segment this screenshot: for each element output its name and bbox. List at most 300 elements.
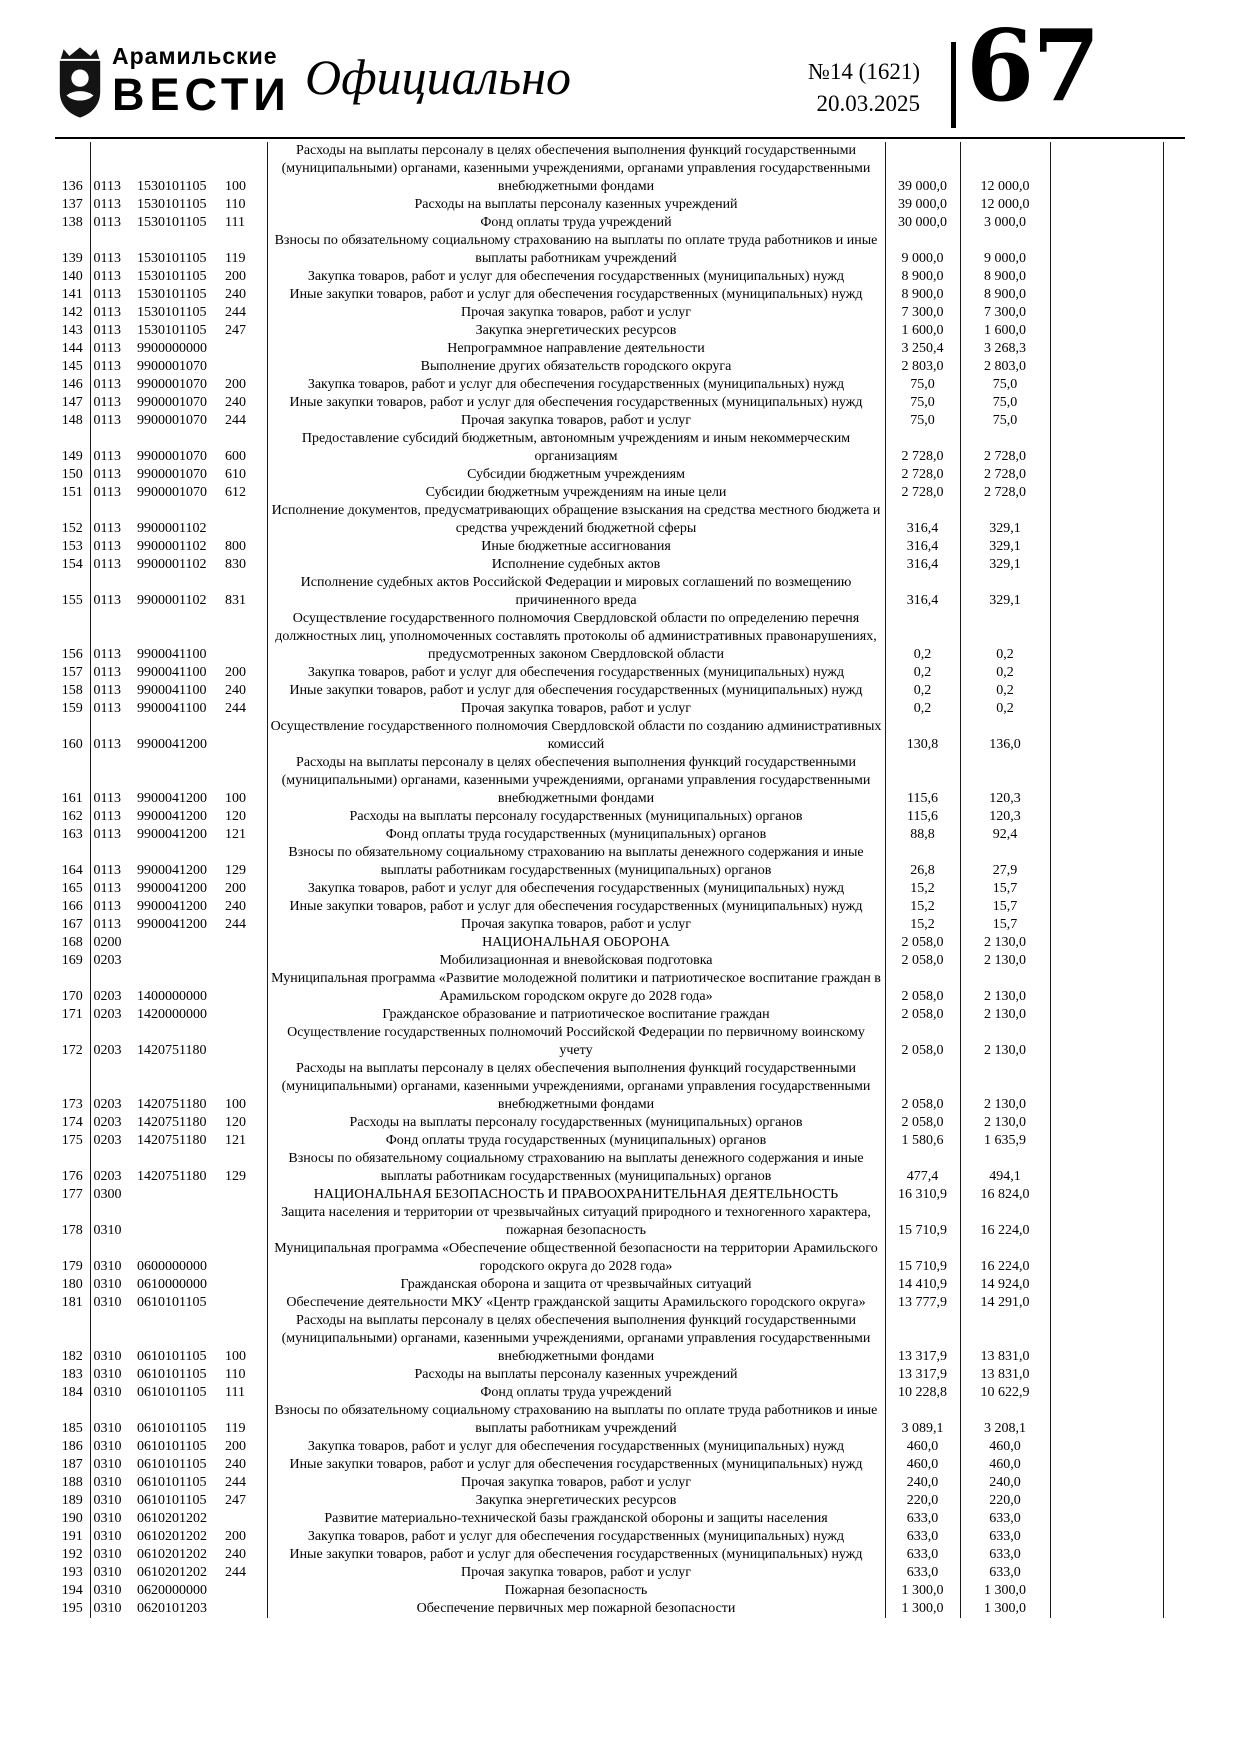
code-target: 9900041200: [137, 827, 207, 842]
code-target: 9900001102: [137, 557, 207, 572]
row-number: 147: [55, 394, 90, 412]
code-expense: 200: [222, 1528, 267, 1546]
row-title: Исполнение документов, предусматривающих обращение взыскания на средства местного бюджета и средства учреждений бюджетной сферы: [267, 502, 885, 538]
code-target: 0610201202: [137, 1529, 207, 1544]
row-number: 187: [55, 1456, 90, 1474]
blank-cell: [1050, 484, 1163, 502]
row-number: 148: [55, 412, 90, 430]
code-target: 9900001070: [137, 395, 207, 410]
table-row: [55, 322, 1163, 340]
table-row: [55, 1204, 1163, 1240]
row-title: Расходы на выплаты персоналу казенных учреждений: [267, 1366, 885, 1384]
amount-col-2: 120,3: [960, 754, 1050, 808]
amount-col-2: 14 291,0: [960, 1294, 1050, 1312]
code-expense: 240: [222, 1546, 267, 1564]
page-number: 67: [966, 9, 1099, 124]
row-title: НАЦИОНАЛЬНАЯ ОБОРОНА: [267, 934, 885, 952]
code-section: 0113: [93, 737, 121, 752]
table-row: [55, 1060, 1163, 1114]
amount-col-2: 12 000,0: [960, 142, 1050, 196]
row-number: 186: [55, 1438, 90, 1456]
table-row: [55, 898, 1163, 916]
amount-col-1: 316,4: [885, 538, 960, 556]
code-expense: [222, 1024, 267, 1060]
blank-cell: [1050, 1150, 1163, 1186]
table-row: [55, 700, 1163, 718]
amount-col-1: 633,0: [885, 1510, 960, 1528]
amount-col-1: 14 410,9: [885, 1276, 960, 1294]
code-expense: [222, 970, 267, 1006]
amount-col-1: 13 317,9: [885, 1312, 960, 1366]
amount-col-2: 2 130,0: [960, 952, 1050, 970]
row-number: 192: [55, 1546, 90, 1564]
row-number: 168: [55, 934, 90, 952]
row-title: Расходы на выплаты персоналу в целях обеспечения выполнения функций государственными (муниципальными) органами, казенными учреждениями, органами управления государственными внебюджетными фондами: [267, 754, 885, 808]
amount-col-1: 220,0: [885, 1492, 960, 1510]
code-section: 0113: [93, 467, 121, 482]
code-target: 9900041200: [137, 737, 207, 752]
code-target: 9900000000: [137, 341, 207, 356]
amount-col-2: 3 268,3: [960, 340, 1050, 358]
row-number: 140: [55, 268, 90, 286]
amount-col-1: 75,0: [885, 376, 960, 394]
row-number: 170: [55, 970, 90, 1006]
code-section: 0113: [93, 377, 121, 392]
amount-col-2: 1 300,0: [960, 1600, 1050, 1618]
table-row: [55, 1384, 1163, 1402]
blank-cell: [1050, 412, 1163, 430]
blank-cell: [1050, 1366, 1163, 1384]
code-target: 9900041200: [137, 863, 207, 878]
blank-cell: [1050, 880, 1163, 898]
code-section: 0113: [93, 359, 121, 374]
code-section: 0310: [93, 1475, 122, 1490]
amount-col-1: 460,0: [885, 1438, 960, 1456]
amount-col-2: 329,1: [960, 538, 1050, 556]
code-target: [134, 1186, 222, 1204]
code-expense: 244: [222, 1564, 267, 1582]
table-row: [55, 556, 1163, 574]
table-row: [55, 664, 1163, 682]
amount-col-2: 136,0: [960, 718, 1050, 754]
blank-cell: [1050, 1294, 1163, 1312]
amount-col-1: 75,0: [885, 412, 960, 430]
row-number: 177: [55, 1186, 90, 1204]
table-row: [55, 538, 1163, 556]
row-title: Иные бюджетные ассигнования: [267, 538, 885, 556]
row-title: Расходы на выплаты персоналу казенных учреждений: [267, 196, 885, 214]
code-target: 0610101105: [137, 1367, 207, 1382]
newspaper-title: [112, 44, 291, 119]
table-row: [55, 1456, 1163, 1474]
amount-col-1: 1 300,0: [885, 1600, 960, 1618]
code-target: [134, 934, 222, 952]
code-section: 0310: [93, 1367, 122, 1382]
coat-of-arms-icon: [55, 44, 105, 120]
amount-col-2: 2 130,0: [960, 1024, 1050, 1060]
code-expense: 110: [222, 1366, 267, 1384]
code-target: 9900001070: [137, 413, 207, 428]
amount-col-2: 220,0: [960, 1492, 1050, 1510]
amount-col-1: 2 058,0: [885, 1006, 960, 1024]
blank-cell: [1050, 808, 1163, 826]
code-target: 0610101105: [137, 1457, 207, 1472]
row-number: 189: [55, 1492, 90, 1510]
row-number: 182: [55, 1312, 90, 1366]
row-title: Пожарная безопасность: [267, 1582, 885, 1600]
table-row: [55, 1492, 1163, 1510]
amount-col-1: 13 317,9: [885, 1366, 960, 1384]
code-expense: 100: [222, 754, 267, 808]
amount-col-1: 13 777,9: [885, 1294, 960, 1312]
row-number: 195: [55, 1600, 90, 1618]
amount-col-1: 9 000,0: [885, 232, 960, 268]
blank-cell: [1050, 304, 1163, 322]
row-number: 171: [55, 1006, 90, 1024]
table-row: [55, 1276, 1163, 1294]
row-title: Осуществление государственных полномочий Российской Федерации по первичному воинскому учету: [267, 1024, 885, 1060]
code-target: 9900041100: [137, 665, 207, 680]
code-expense: 800: [222, 538, 267, 556]
code-expense: 240: [222, 682, 267, 700]
amount-col-2: 2 130,0: [960, 934, 1050, 952]
code-target: 0610101105: [137, 1475, 207, 1490]
code-section: 0310: [93, 1295, 122, 1310]
row-number: 193: [55, 1564, 90, 1582]
row-number: 153: [55, 538, 90, 556]
row-title: Иные закупки товаров, работ и услуг для обеспечения государственных (муниципальных) нужд: [267, 286, 885, 304]
code-section: 0113: [93, 917, 121, 932]
row-title: Взносы по обязательному социальному страхованию на выплаты по оплате труда работников и иные выплаты работникам учреждений: [267, 1402, 885, 1438]
row-title: Взносы по обязательному социальному страхованию на выплаты по оплате труда работников и иные выплаты работникам учреждений: [267, 232, 885, 268]
row-title: Предоставление субсидий бюджетным, автономным учреждениям и иным некоммерческим организациям: [267, 430, 885, 466]
code-expense: 240: [222, 898, 267, 916]
amount-col-2: 633,0: [960, 1546, 1050, 1564]
code-section: 0203: [93, 1133, 122, 1148]
amount-col-2: 15,7: [960, 898, 1050, 916]
blank-cell: [1050, 1402, 1163, 1438]
code-section: 0113: [93, 341, 121, 356]
issue-block: [740, 56, 920, 120]
amount-col-2: 2 130,0: [960, 1114, 1050, 1132]
blank-cell: [1050, 916, 1163, 934]
table-row: [55, 1474, 1163, 1492]
row-title: Расходы на выплаты персоналу государственных (муниципальных) органов: [267, 808, 885, 826]
masthead: [0, 0, 1241, 140]
table-row: [55, 1150, 1163, 1186]
row-number: 183: [55, 1366, 90, 1384]
blank-cell: [1050, 1114, 1163, 1132]
code-expense: 200: [222, 268, 267, 286]
blank-cell: [1050, 1186, 1163, 1204]
row-number: 151: [55, 484, 90, 502]
amount-col-1: 2 058,0: [885, 1060, 960, 1114]
newspaper-title-bottom: ВЕСТИ: [112, 69, 291, 121]
row-title: Муниципальная программа «Развитие молодежной политики и патриотическое воспитание граждан в Арамильском городском округе до 2028 года»: [267, 970, 885, 1006]
row-title: Взносы по обязательному социальному страхованию на выплаты денежного содержания и иные выплаты работникам государственных (муниципальных) органов: [267, 844, 885, 880]
code-expense: 244: [222, 1474, 267, 1492]
amount-col-2: 0,2: [960, 664, 1050, 682]
code-target: 1530101105: [137, 197, 207, 212]
code-target: 1420751180: [137, 1133, 207, 1148]
table-row: [55, 484, 1163, 502]
code-expense: 121: [222, 826, 267, 844]
blank-cell: [1050, 610, 1163, 664]
code-target: 9900001070: [137, 467, 207, 482]
code-expense: 110: [222, 196, 267, 214]
table-row: [55, 1582, 1163, 1600]
row-title: Прочая закупка товаров, работ и услуг: [267, 412, 885, 430]
table-row: [55, 1546, 1163, 1564]
code-target: 1420000000: [137, 1007, 207, 1022]
issue-number: №14 (1621): [807, 59, 920, 84]
section-title: Официально: [305, 49, 571, 105]
amount-col-1: 130,8: [885, 718, 960, 754]
amount-col-1: 0,2: [885, 700, 960, 718]
table-row: [55, 1366, 1163, 1384]
code-section: 0113: [93, 521, 121, 536]
amount-col-2: 8 900,0: [960, 268, 1050, 286]
row-number: 181: [55, 1294, 90, 1312]
row-title: Взносы по обязательному социальному страхованию на выплаты денежного содержания и иные выплаты работникам государственных (муниципальных) органов: [267, 1150, 885, 1186]
row-title: Иные закупки товаров, работ и услуг для обеспечения государственных (муниципальных) нужд: [267, 898, 885, 916]
row-number: 162: [55, 808, 90, 826]
amount-col-1: 3 250,4: [885, 340, 960, 358]
row-number: 167: [55, 916, 90, 934]
code-expense: 119: [222, 1402, 267, 1438]
code-target: 1420751180: [137, 1097, 207, 1112]
blank-cell: [1050, 1276, 1163, 1294]
code-target: 9900041100: [137, 647, 207, 662]
amount-col-2: 633,0: [960, 1564, 1050, 1582]
table-row: [55, 286, 1163, 304]
blank-cell: [1050, 826, 1163, 844]
code-expense: 129: [222, 1150, 267, 1186]
blank-cell: [1050, 376, 1163, 394]
code-section: 0203: [93, 1169, 122, 1184]
row-number: 141: [55, 286, 90, 304]
code-section: 0203: [93, 1007, 122, 1022]
budget-table-body: [55, 142, 1163, 1618]
amount-col-1: 316,4: [885, 556, 960, 574]
code-section: 0113: [93, 539, 121, 554]
amount-col-1: 633,0: [885, 1528, 960, 1546]
code-section: 0113: [93, 593, 121, 608]
code-section: 0113: [93, 827, 121, 842]
code-section: 0113: [93, 881, 121, 896]
row-number: 166: [55, 898, 90, 916]
code-section: 0113: [93, 197, 121, 212]
code-section: 0310: [93, 1457, 122, 1472]
blank-cell: [1050, 358, 1163, 376]
code-target: 0610201202: [137, 1547, 207, 1562]
row-number: 152: [55, 502, 90, 538]
amount-col-2: 16 824,0: [960, 1186, 1050, 1204]
amount-col-2: 16 224,0: [960, 1240, 1050, 1276]
code-section: 0113: [93, 269, 121, 284]
code-target: 0610101105: [137, 1349, 207, 1364]
blank-cell: [1050, 718, 1163, 754]
amount-col-2: 2 130,0: [960, 970, 1050, 1006]
code-section: 0113: [93, 809, 121, 824]
row-number: 188: [55, 1474, 90, 1492]
table-row: [55, 1564, 1163, 1582]
code-expense: 200: [222, 880, 267, 898]
code-section: 0113: [93, 557, 121, 572]
table-row: [55, 718, 1163, 754]
table-row: [55, 502, 1163, 538]
code-expense: 612: [222, 484, 267, 502]
row-title: Исполнение судебных актов Российской Федерации и мировых соглашений по возмещению причиненного вреда: [267, 574, 885, 610]
amount-col-2: 2 728,0: [960, 430, 1050, 466]
row-number: 139: [55, 232, 90, 268]
code-expense: 247: [222, 1492, 267, 1510]
amount-col-1: 2 058,0: [885, 1114, 960, 1132]
amount-col-1: 15,2: [885, 898, 960, 916]
table-row: [55, 358, 1163, 376]
amount-col-2: 0,2: [960, 610, 1050, 664]
table-row: [55, 268, 1163, 286]
amount-col-1: 8 900,0: [885, 268, 960, 286]
blank-cell: [1050, 214, 1163, 232]
amount-col-2: 633,0: [960, 1528, 1050, 1546]
code-section: 0310: [93, 1277, 122, 1292]
amount-col-1: 316,4: [885, 502, 960, 538]
amount-col-2: 92,4: [960, 826, 1050, 844]
code-target: 0610101105: [137, 1385, 207, 1400]
table-row: [55, 1186, 1163, 1204]
amount-col-2: 12 000,0: [960, 196, 1050, 214]
amount-col-1: 7 300,0: [885, 304, 960, 322]
code-expense: 600: [222, 430, 267, 466]
row-title: Осуществление государственного полномочия Свердловской области по определению перечня должностных лиц, уполномоченных составлять протоколы об административных правонарушениях, предусмотренных законом Свердловской области: [267, 610, 885, 664]
blank-cell: [1050, 142, 1163, 196]
blank-cell: [1050, 1564, 1163, 1582]
row-title: Прочая закупка товаров, работ и услуг: [267, 1564, 885, 1582]
table-row: [55, 304, 1163, 322]
code-expense: [222, 1240, 267, 1276]
row-number: 172: [55, 1024, 90, 1060]
code-section: 0310: [93, 1601, 122, 1616]
blank-cell: [1050, 538, 1163, 556]
row-number: 155: [55, 574, 90, 610]
code-expense: [222, 1294, 267, 1312]
table-row: [55, 196, 1163, 214]
code-expense: [222, 1582, 267, 1600]
amount-col-1: 2 058,0: [885, 1024, 960, 1060]
blank-cell: [1050, 1240, 1163, 1276]
code-expense: [222, 340, 267, 358]
table-row: [55, 610, 1163, 664]
code-section: 0113: [93, 647, 121, 662]
code-target: 9900041200: [137, 917, 207, 932]
row-number: 180: [55, 1276, 90, 1294]
amount-col-2: 3 000,0: [960, 214, 1050, 232]
row-title: Фонд оплаты труда государственных (муниципальных) органов: [267, 826, 885, 844]
row-number: 165: [55, 880, 90, 898]
code-target: 9900041200: [137, 809, 207, 824]
code-target: 1530101105: [137, 269, 207, 284]
amount-col-1: 1 300,0: [885, 1582, 960, 1600]
code-expense: [222, 1204, 267, 1240]
row-title: Гражданское образование и патриотическое воспитание граждан: [267, 1006, 885, 1024]
amount-col-1: 240,0: [885, 1474, 960, 1492]
code-target: 9900001102: [137, 593, 207, 608]
newspaper-logo: [55, 44, 291, 120]
amount-col-2: 329,1: [960, 574, 1050, 610]
blank-cell: [1050, 1438, 1163, 1456]
blank-cell: [1050, 1060, 1163, 1114]
code-target: 1530101105: [137, 305, 207, 320]
code-section: 0310: [93, 1547, 122, 1562]
row-title: Мобилизационная и вневойсковая подготовка: [267, 952, 885, 970]
row-number: 179: [55, 1240, 90, 1276]
code-section: 0200: [93, 935, 122, 950]
table-row: [55, 412, 1163, 430]
code-target: 9900041100: [137, 683, 207, 698]
row-title: Фонд оплаты труда учреждений: [267, 214, 885, 232]
code-section: 0113: [93, 449, 121, 464]
code-target: 1400000000: [137, 989, 207, 1004]
newspaper-title-top: Арамильские: [112, 43, 278, 69]
code-target: 1530101105: [137, 251, 207, 266]
row-number: 159: [55, 700, 90, 718]
amount-col-1: 316,4: [885, 574, 960, 610]
code-expense: 830: [222, 556, 267, 574]
code-target: 9900041100: [137, 701, 207, 716]
amount-col-1: 1 580,6: [885, 1132, 960, 1150]
table-row: [55, 1402, 1163, 1438]
blank-cell: [1050, 574, 1163, 610]
code-section: 0203: [93, 953, 122, 968]
amount-col-2: 15,7: [960, 880, 1050, 898]
table-row: [55, 754, 1163, 808]
code-target: 0620101203: [137, 1601, 207, 1616]
row-title: Прочая закупка товаров, работ и услуг: [267, 916, 885, 934]
row-number: 144: [55, 340, 90, 358]
amount-col-1: 15 710,9: [885, 1204, 960, 1240]
row-number: 176: [55, 1150, 90, 1186]
header-divider-bar: [951, 42, 956, 128]
code-section: 0203: [93, 1115, 122, 1130]
row-title: Обеспечение деятельности МКУ «Центр гражданской защиты Арамильского городского округа»: [267, 1294, 885, 1312]
code-section: 0310: [93, 1565, 122, 1580]
code-section: 0113: [93, 791, 121, 806]
amount-col-2: 2 803,0: [960, 358, 1050, 376]
code-section: 0113: [93, 251, 121, 266]
blank-cell: [1050, 1582, 1163, 1600]
code-target: 9900041200: [137, 881, 207, 896]
code-expense: 240: [222, 286, 267, 304]
blank-cell: [1050, 1312, 1163, 1366]
table-row: [55, 1510, 1163, 1528]
code-section: 0300: [93, 1187, 122, 1202]
row-title: Прочая закупка товаров, работ и услуг: [267, 700, 885, 718]
code-expense: 247: [222, 322, 267, 340]
blank-cell: [1050, 934, 1163, 952]
blank-cell: [1050, 1006, 1163, 1024]
code-section: 0113: [93, 179, 121, 194]
amount-col-2: 2 130,0: [960, 1060, 1050, 1114]
amount-col-1: 633,0: [885, 1546, 960, 1564]
code-section: 0113: [93, 683, 121, 698]
table-row: [55, 682, 1163, 700]
row-number: 163: [55, 826, 90, 844]
code-target: 9900001070: [137, 359, 207, 374]
row-title: Фонд оплаты труда государственных (муниципальных) органов: [267, 1132, 885, 1150]
row-number: 145: [55, 358, 90, 376]
table-row: [55, 466, 1163, 484]
